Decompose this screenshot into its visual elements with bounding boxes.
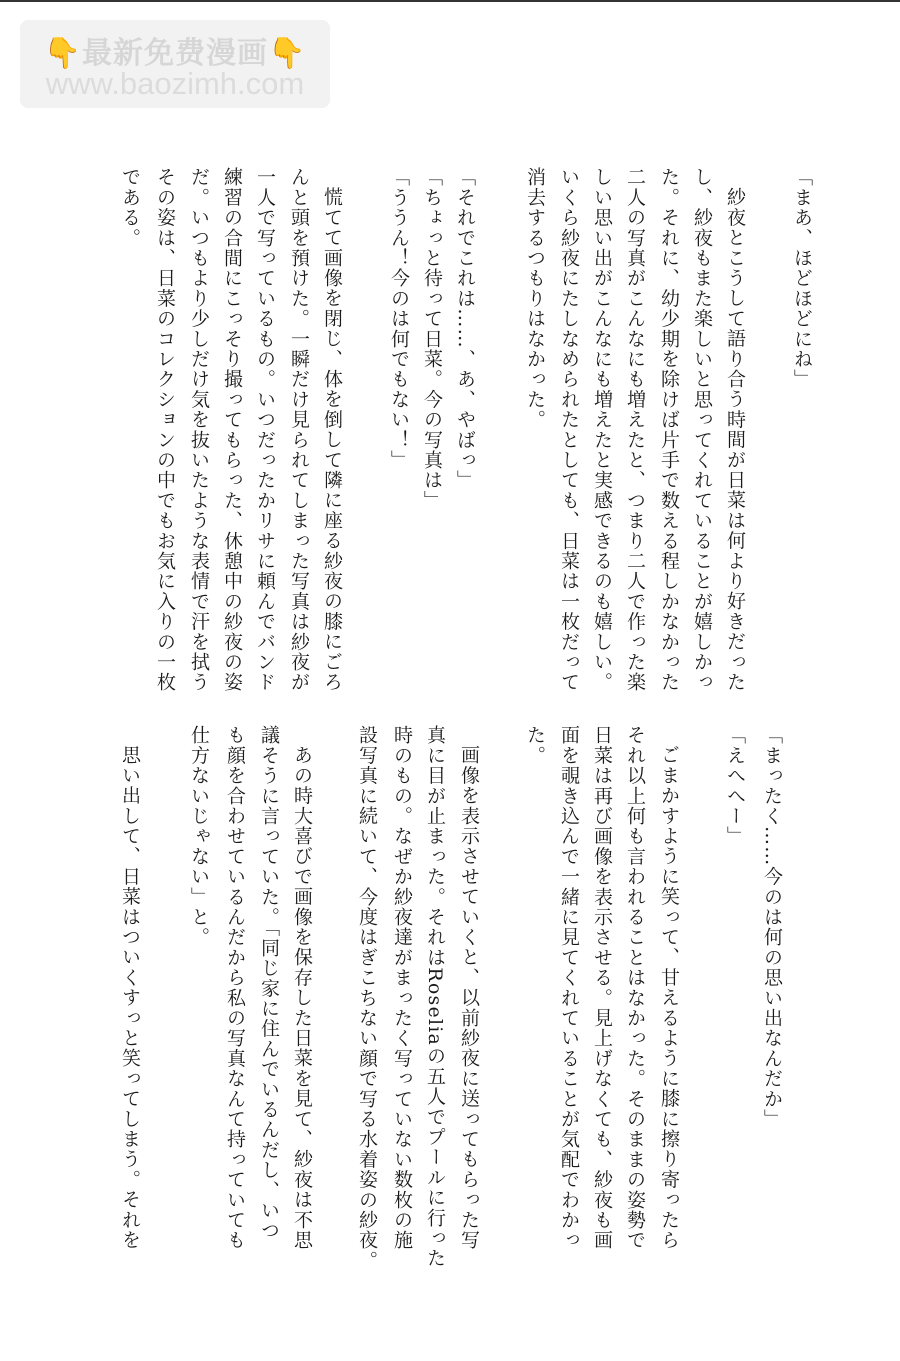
watermark-title: 最新免费漫画 bbox=[82, 36, 268, 71]
text-column: た。それに、幼少期を除けば片手で数える程しかなかった bbox=[658, 167, 680, 693]
text-column: ごまかすように笑って、甘えるように膝に擦り寄ったら bbox=[658, 745, 680, 1250]
text-column: 設写真に続いて、今度はぎこちない顔で写る水着姿の紗夜。 bbox=[356, 725, 378, 1271]
pointing-down-hand-icon: 👇 bbox=[43, 36, 82, 71]
text-column: 仕方ないじゃない」と。 bbox=[188, 725, 210, 948]
pointing-down-hand-icon: 👇 bbox=[268, 36, 307, 71]
text-column: その姿は、日菜のコレクションの中でもお気に入りの一枚 bbox=[154, 167, 176, 693]
top-border bbox=[0, 0, 900, 2]
text-column: し、紗夜もまた楽しいと思ってくれていることが嬉しかっ bbox=[691, 167, 713, 693]
text-column: いくら紗夜にたしなめられたとしても、日菜は一枚だって bbox=[558, 167, 580, 693]
text-column: 面を覗き込んで一緒に見てくれていることが気配でわかっ bbox=[558, 725, 580, 1251]
watermark-banner bbox=[20, 20, 330, 108]
text-column: 消去するつもりはなかった。 bbox=[524, 167, 546, 430]
text-column: 「まあ、ほどほどにね」 bbox=[791, 167, 813, 390]
text-column: 練習の合間にこっそり撮ってもらった、休憩中の紗夜の姿 bbox=[221, 167, 243, 693]
text-column: である。 bbox=[119, 167, 141, 248]
text-column: 慌てて画像を閉じ、体を倒して隣に座る紗夜の膝にごろ bbox=[321, 187, 343, 692]
text-column: 思い出して、日菜はついくすっと笑ってしまう。それを bbox=[119, 745, 141, 1250]
text-column: あの時大喜びで画像を保存した日菜を見て、紗夜は不思 bbox=[291, 745, 313, 1250]
text-column: た。 bbox=[524, 725, 546, 766]
watermark-url: www.baozimh.com bbox=[45, 66, 305, 101]
text-column: 日菜は再び画像を表示させる。見上げなくても、紗夜も画 bbox=[591, 725, 613, 1251]
text-column: 画像を表示させていくと、以前紗夜に送ってもらった写 bbox=[458, 745, 480, 1250]
text-column: 二人の写真がこんなにも増えたと、つまり二人で作った楽 bbox=[624, 167, 646, 693]
text-column: しい思い出がこんなにも増えたと実感できるのも嬉しい。 bbox=[591, 167, 613, 693]
text-column: んと頭を預けた。一瞬だけ見られてしまった写真は紗夜が bbox=[288, 167, 310, 693]
text-column: 時のもの。なぜか紗夜達がまったく写っていない数枚の施 bbox=[391, 725, 413, 1251]
text-column: だ。いつもより少しだけ気を抜いたような表情で汗を拭う bbox=[188, 167, 210, 693]
text-column: 真に目が止まった。それはRoseliaの五人でプールに行った bbox=[424, 725, 446, 1269]
text-column: 「それでこれは……、あ、やばっ」 bbox=[454, 167, 476, 491]
text-column: それ以上何も言われることはなかった。そのままの姿勢で bbox=[624, 725, 646, 1251]
text-column: 紗夜とこうして語り合う時間が日菜は何より好きだった bbox=[724, 187, 746, 692]
text-column: も顔を合わせているんだから私の写真なんて持っていても bbox=[224, 725, 246, 1251]
text-column: 「ううん！今のは何でもない！」 bbox=[388, 167, 410, 470]
text-column: 議そうに言っていた。「同じ家に住んでいるんだし、いつ bbox=[258, 725, 280, 1241]
text-column: 「えへへー」 bbox=[724, 725, 746, 847]
text-column: 「ちょっと待って日菜。今の写真は」 bbox=[421, 167, 443, 511]
text-column: 一人で写っているもの。いつだったかリサに頼んでバンド bbox=[254, 167, 276, 693]
text-column: 「まったく……今のは何の思い出なんだか」 bbox=[761, 725, 783, 1129]
